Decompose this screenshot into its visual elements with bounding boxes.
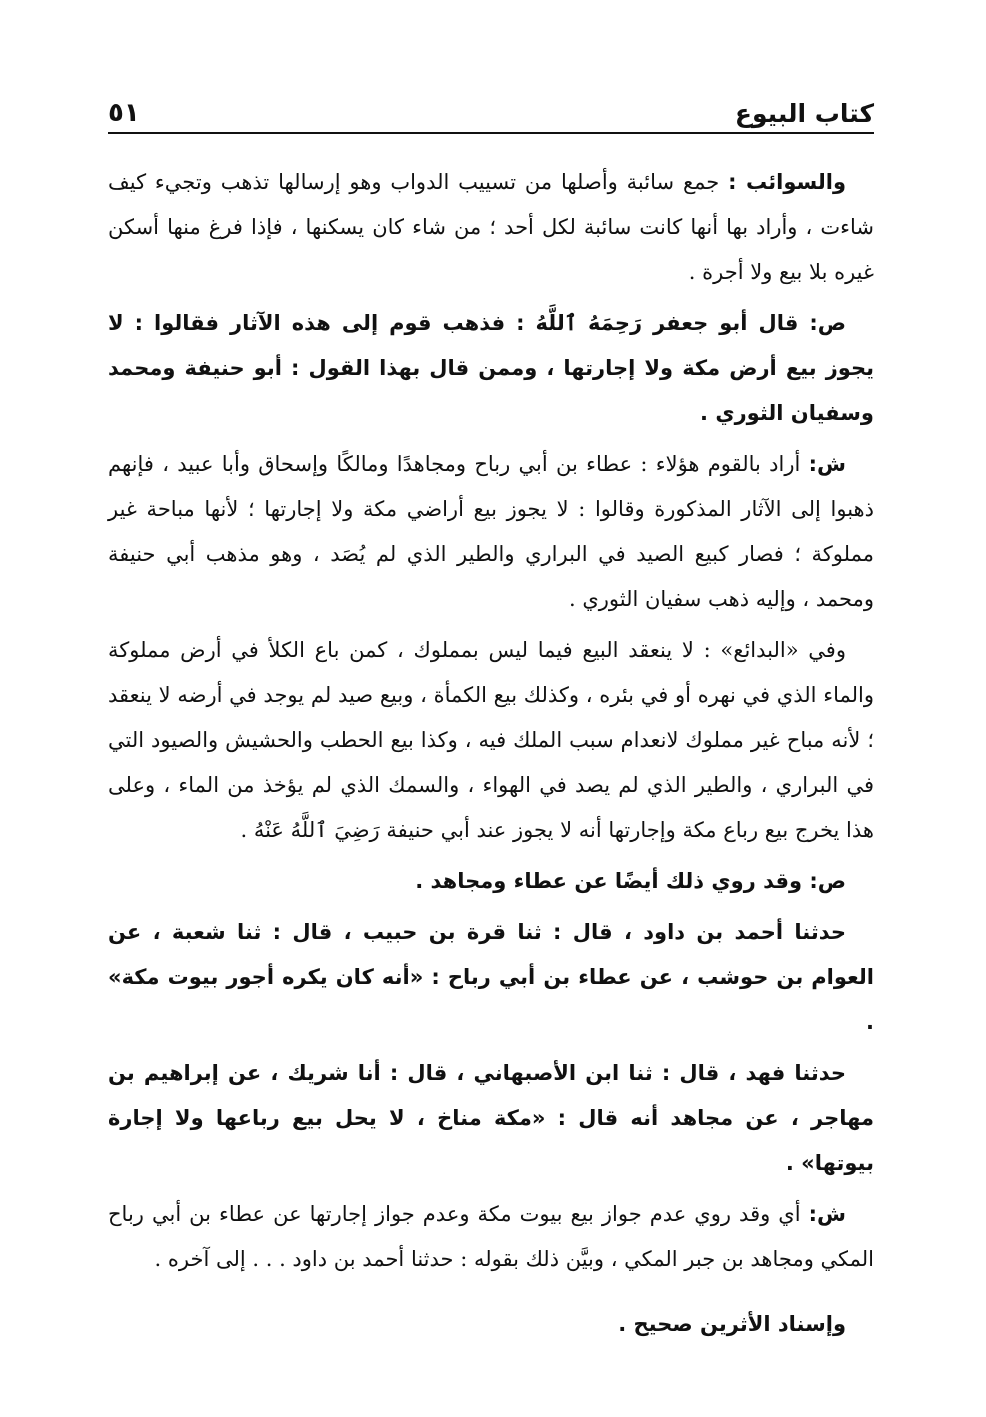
paragraph-hadith-ahmad bbox=[108, 910, 874, 1045]
paragraph-matn-abu-jafar bbox=[108, 301, 874, 436]
paragraph-lead: ص: bbox=[809, 869, 846, 893]
page-body bbox=[108, 160, 874, 1357]
paragraph-text: قال أبو جعفر رَحِمَهُ ٱللَّهُ : فذهب قوم إلى هذه الآثار فقالوا : لا يجوز بيع أرض مكة ولا إجارتها ، وممن قال بهذا القول : أبو حنيفة ومحمد وسفيان الثوري . bbox=[108, 311, 874, 425]
paragraph-hadith-fahd bbox=[108, 1051, 874, 1186]
paragraph-text: وإسناد الأثرين صحيح . bbox=[618, 1312, 846, 1336]
paragraph-lead: ص: bbox=[809, 311, 846, 335]
paragraph-lead: ش: bbox=[808, 1202, 846, 1226]
paragraph-text: حدثنا فهد ، قال : ثنا ابن الأصبهاني ، قال : أنا شريك ، عن إبراهيم بن مهاجر ، عن مجاهد أنه قال : «مكة مناخ ، لا يحل بيع رباعها ولا إجارة بيوتها» . bbox=[108, 1061, 874, 1175]
paragraph-badai bbox=[108, 628, 874, 853]
paragraph-lead: ش: bbox=[808, 452, 846, 476]
page-header bbox=[108, 88, 874, 134]
paragraph-sharh-qawm bbox=[108, 442, 874, 622]
paragraph-text: حدثنا أحمد بن داود ، قال : ثنا قرة بن حبيب ، قال : ثنا شعبة ، عن العوام بن حوشب ، عن عطاء بن أبي رباح : «أنه كان يكره أجور بيوت مكة» . bbox=[108, 920, 874, 1034]
paragraph-text: أي وقد روي عدم جواز بيع بيوت مكة وعدم جواز إجارتها عن عطاء بن أبي رباح المكي ومجاهد بن جبر المكي ، وبيَّن ذلك بقوله : حدثنا أحمد بن داود . . . إلى آخره . bbox=[108, 1202, 874, 1271]
book-title: كتاب البيوع bbox=[734, 99, 874, 128]
paragraph-lead: والسوائب : bbox=[728, 170, 846, 194]
paragraph-sawaib bbox=[108, 160, 874, 295]
paragraph-text: وفي «البدائع» : لا ينعقد البيع فيما ليس بمملوك ، كمن باع الكلأ في أرض مملوكة والماء الذي في نهره أو في بئره ، وكذلك بيع الكمأة ، وبيع صيد لم يوجد في أرضه لا ينعقد ؛ لأنه مباح غير مملوك لانعدام سبب الملك فيه ، وكذا بيع الحطب والحشيش والصيود التي في البراري ، والطير الذي لم يصد في الهواء ، والسمك الذي لم يؤخذ من الماء ، وعلى هذا يخرج بيع رباع مكة وإجارتها أنه لا يجوز عند أبي حنيفة رَضِيَ ٱللَّهُ عَنْهُ . bbox=[108, 638, 874, 842]
page-number: ٥١ bbox=[108, 98, 140, 128]
paragraph-isnad bbox=[108, 1302, 874, 1347]
paragraph-text: وقد روي ذلك أيضًا عن عطاء ومجاهد . bbox=[415, 869, 803, 893]
paragraph-matn-ata bbox=[108, 859, 874, 904]
paragraph-text: جمع سائبة وأصلها من تسييب الدواب وهو إرسالها تذهب وتجيء كيف شاءت ، وأراد بها أنها كانت سائبة لكل أحد ؛ من شاء كان يسكنها ، فإذا فرغ منها أسكن غيره بلا بيع ولا أجرة . bbox=[108, 170, 874, 284]
paragraph-text: أراد بالقوم هؤلاء : عطاء بن أبي رباح ومجاهدًا ومالكًا وإسحاق وأبا عبيد ، فإنهم ذهبوا إلى الآثار المذكورة وقالوا : لا يجوز بيع أراضي مكة ولا إجارتها ؛ لأنها مباحة غير مملوكة ؛ فصار كبيع الصيد في البراري والطير الذي لم يُصَد ، وهو مذهب أبي حنيفة ومحمد ، وإليه ذهب سفيان الثوري . bbox=[108, 452, 874, 611]
paragraph-sharh-riwaya bbox=[108, 1192, 874, 1282]
